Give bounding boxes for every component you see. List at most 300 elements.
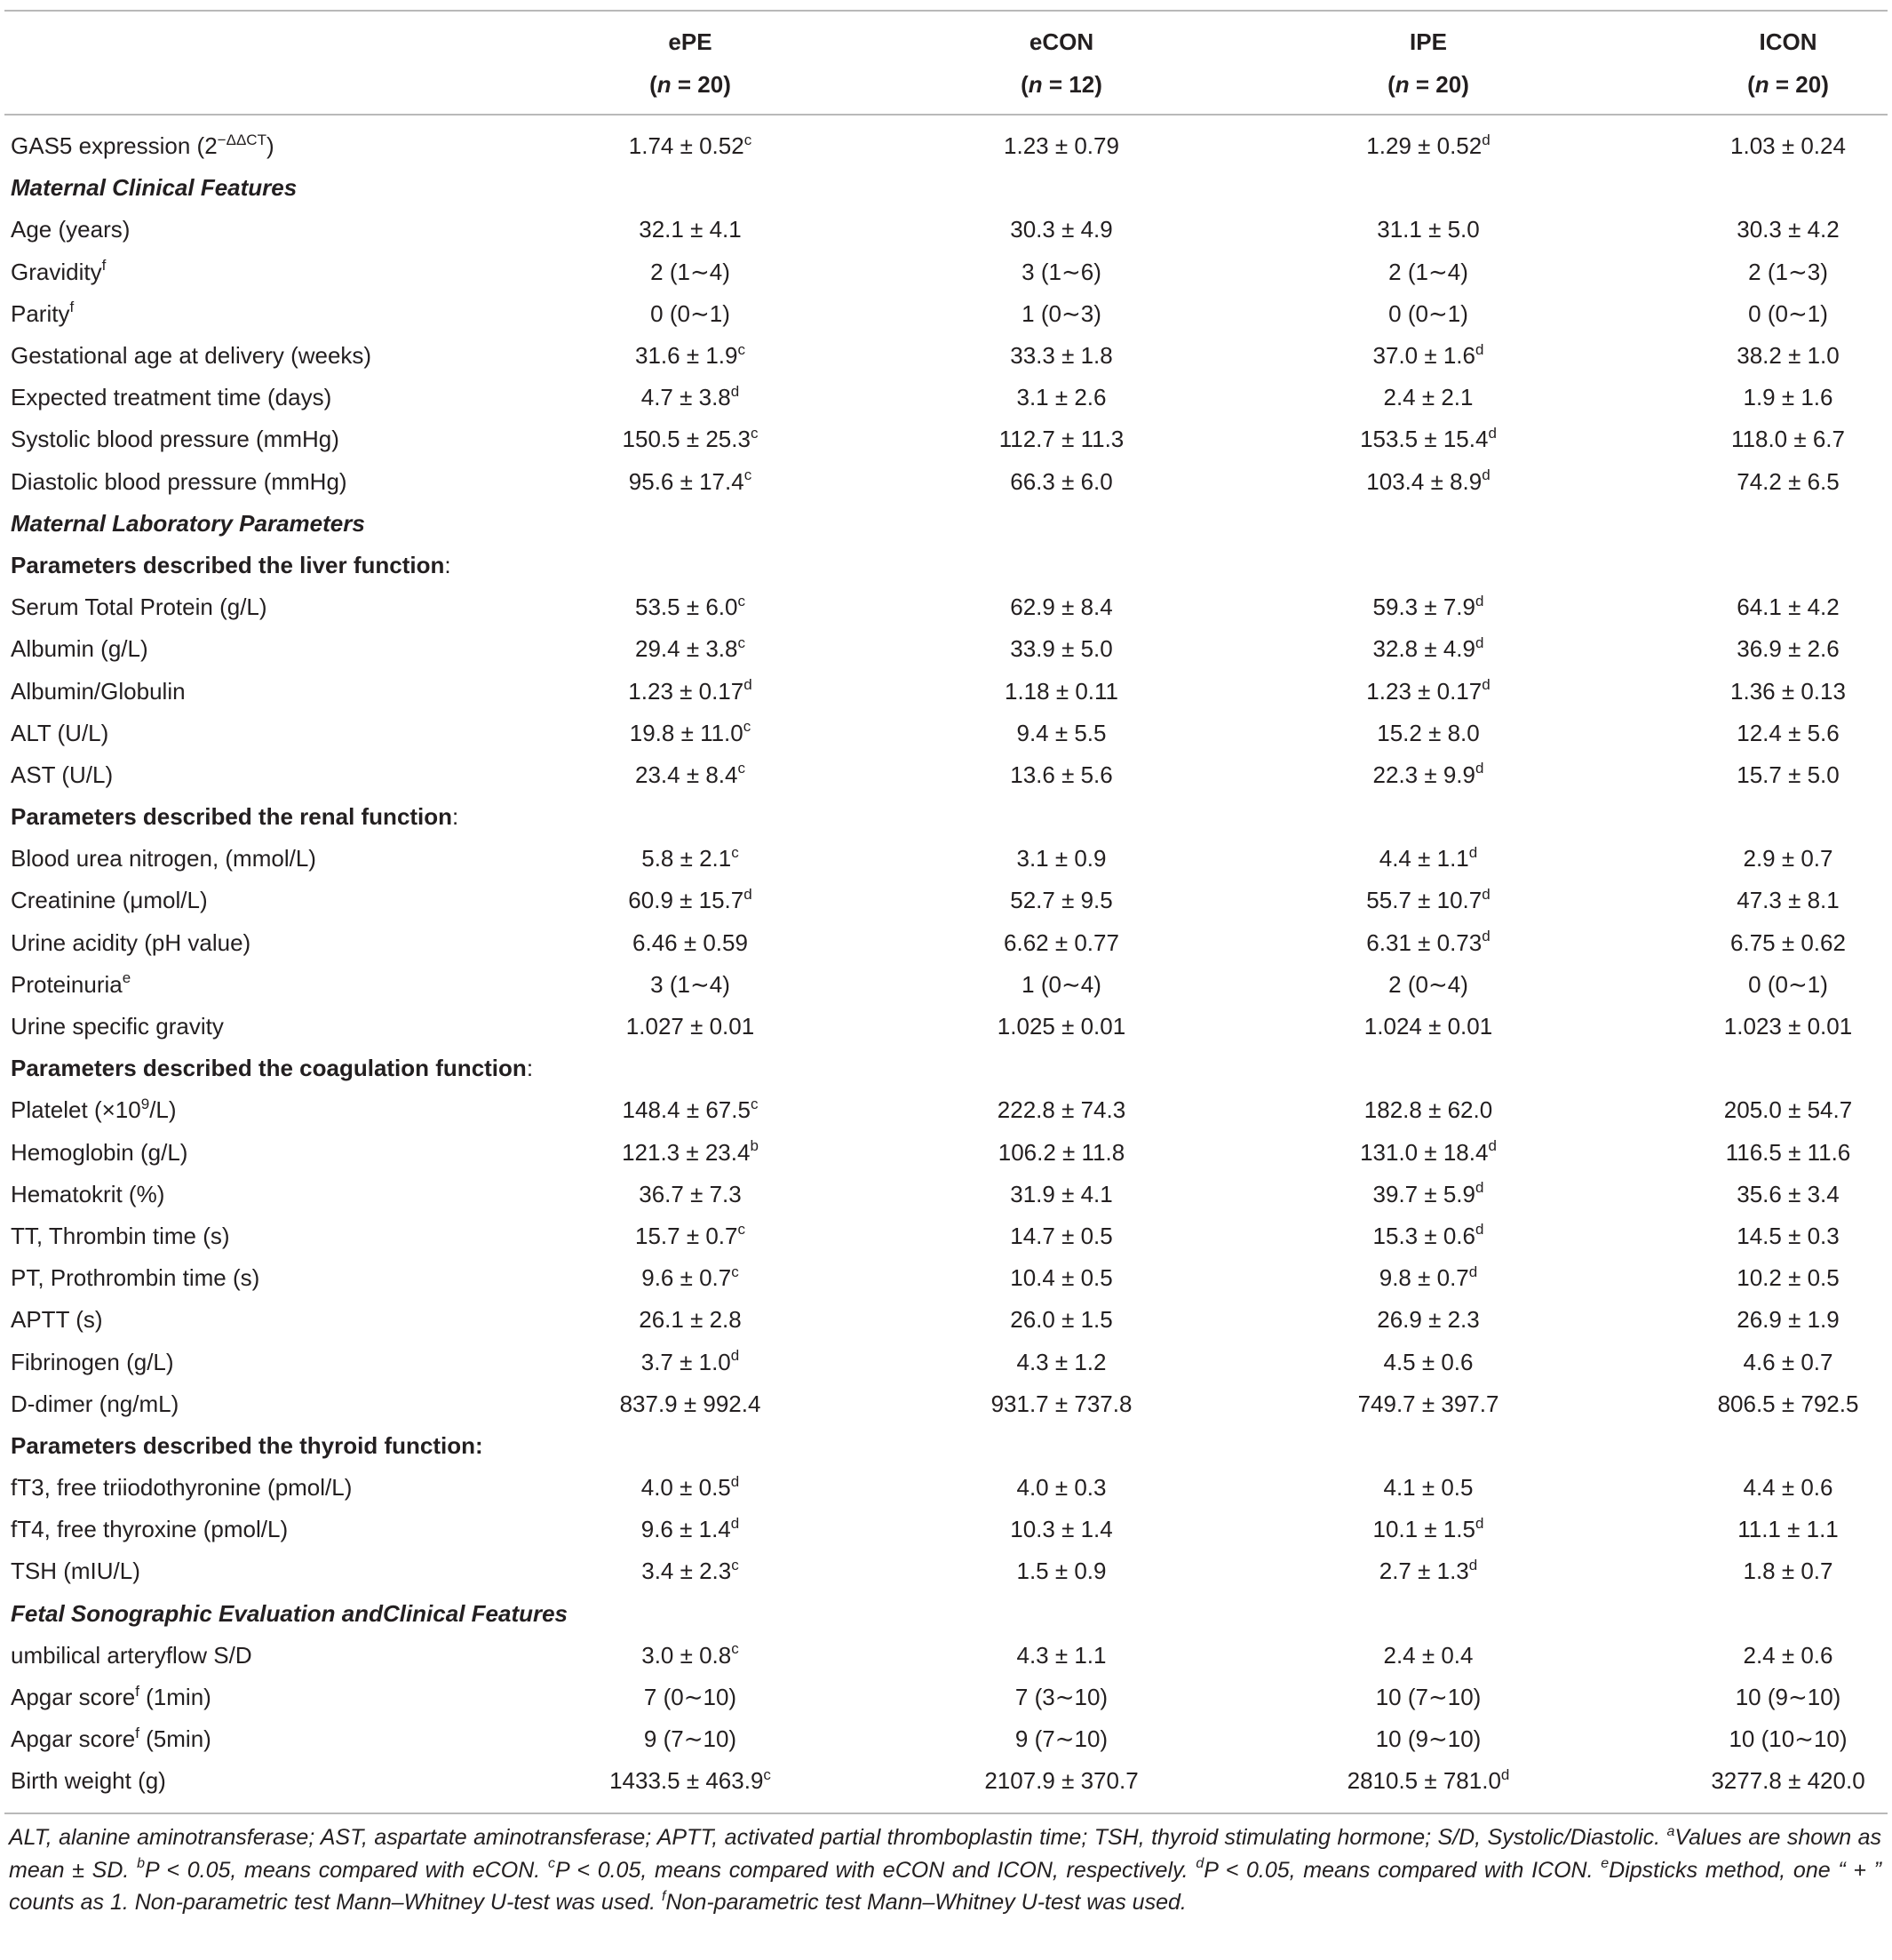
cell-value: 39.7 ± 5.9: [1372, 1180, 1475, 1207]
label-superscript: f: [101, 257, 107, 275]
cell-value: 1.025 ± 0.01: [997, 1013, 1126, 1040]
cell-epe: [502, 426, 878, 453]
cell-icon: [1612, 1139, 1888, 1167]
cell-value: 9.6 ± 1.4: [640, 1516, 731, 1543]
cell-value: 3.4 ± 2.3: [641, 1558, 732, 1585]
cell-econ: [878, 300, 1244, 328]
cell-value: 2 (1∼4): [650, 258, 730, 285]
footnote-marker: d: [1500, 1765, 1510, 1783]
cell-value: 95.6 ± 17.4: [628, 467, 744, 495]
cell-value: 19.8 ± 11.0: [629, 719, 743, 746]
cell-ipe: [1244, 426, 1612, 453]
cell-value: 33.3 ± 1.8: [1010, 342, 1113, 370]
cell-econ: [878, 929, 1244, 957]
subsection-row: [4, 796, 1888, 838]
cell-value: 4.5 ± 0.6: [1383, 1348, 1474, 1375]
cell-ipe: [1244, 259, 1612, 286]
row-label-text: AST (U/L): [11, 761, 114, 788]
cell-value: 112.7 ± 11.3: [998, 426, 1125, 453]
footnote-marker: d: [1482, 466, 1491, 484]
cell-epe: [502, 1264, 878, 1292]
row-label-suffix: ): [266, 132, 274, 160]
cell-value: 1433.5 ± 463.9: [609, 1767, 764, 1795]
row-label: [4, 594, 502, 621]
footnote-text: P < 0.05, means compared with ICON.: [1204, 1857, 1602, 1883]
cell-value: 62.9 ± 8.4: [1010, 594, 1113, 621]
cell-epe: [502, 1096, 878, 1124]
cell-value: 4.0 ± 0.3: [1016, 1474, 1107, 1502]
cell-epe: [502, 1223, 878, 1250]
row-label-text: Birth weight (g): [11, 1767, 166, 1795]
cell-value: 22.3 ± 9.9: [1372, 761, 1475, 788]
cell-value: 2.7 ± 1.3: [1379, 1558, 1469, 1585]
cell-value: 131.0 ± 18.4: [1360, 1138, 1489, 1166]
cell-epe: [502, 1684, 878, 1711]
cell-value: 26.9 ± 1.9: [1737, 1306, 1840, 1334]
cell-epe: [502, 1474, 878, 1502]
cell-value: 15.7 ± 5.0: [1737, 761, 1840, 788]
column-name: ePE: [668, 28, 712, 55]
footnote-marker: d: [1475, 592, 1484, 610]
cell-value: 2 (1∼4): [1388, 258, 1468, 285]
cell-econ: [878, 720, 1244, 747]
subsection-title-text: Parameters described the thyroid function:: [11, 1431, 483, 1459]
footnote-marker: d: [1482, 928, 1491, 945]
section-title: [4, 174, 1888, 202]
row-label: [4, 259, 502, 286]
cell-epe: [502, 1642, 878, 1669]
row-label-text: Hemoglobin (g/L): [11, 1138, 188, 1166]
label-superscript: f: [135, 1682, 139, 1700]
table-bottom-rule: [4, 1813, 1888, 1814]
cell-value: 2 (0∼4): [1388, 970, 1468, 998]
cell-econ: [878, 1349, 1244, 1376]
row-label-text: Albumin (g/L): [11, 635, 148, 663]
count-variable: n: [1395, 71, 1410, 98]
row-label-text: Creatinine (μmol/L): [11, 887, 208, 914]
cell-value: 1.23 ± 0.79: [1004, 132, 1119, 160]
cell-value: 32.8 ± 4.9: [1372, 635, 1475, 663]
row-label-text: Apgar score: [11, 1684, 136, 1711]
cell-econ: [878, 1516, 1244, 1543]
cell-value: 2.4 ± 0.4: [1383, 1641, 1474, 1669]
cell-epe: [502, 1725, 878, 1753]
cell-econ: [878, 1725, 1244, 1753]
cell-value: 31.1 ± 5.0: [1377, 216, 1480, 243]
count-open: (: [1387, 71, 1395, 98]
row-label: [4, 1264, 502, 1292]
column-header-icon: [1612, 12, 1888, 114]
table-row: [4, 586, 1888, 628]
cell-epe: [502, 887, 878, 914]
cell-value: 9.6 ± 0.7: [641, 1264, 732, 1292]
cell-icon: [1612, 1390, 1888, 1418]
label-superscript: f: [69, 299, 75, 316]
cell-value: 1 (0∼4): [1022, 970, 1101, 998]
cell-value: 52.7 ± 9.5: [1010, 887, 1113, 914]
cell-value: 116.5 ± 11.6: [1725, 1138, 1851, 1166]
table-row: [4, 1174, 1888, 1215]
table-row: [4, 1718, 1888, 1760]
cell-value: 4.1 ± 0.5: [1383, 1474, 1474, 1502]
cell-value: 9.8 ± 0.7: [1379, 1264, 1469, 1292]
cell-value: 10 (9∼10): [1735, 1684, 1841, 1711]
cell-epe: [502, 1516, 878, 1543]
cell-icon: [1612, 132, 1888, 160]
cell-econ: [878, 342, 1244, 370]
cell-icon: [1612, 216, 1888, 243]
column-header-ipe: [1244, 12, 1612, 114]
table-row: [4, 922, 1888, 964]
row-label-text: fT4, free thyroxine (pmol/L): [11, 1516, 289, 1543]
row-label-text: Age (years): [11, 216, 131, 243]
table-row: [4, 1215, 1888, 1257]
cell-value: 38.2 ± 1.0: [1737, 342, 1840, 370]
footnote-marker: d: [1475, 1179, 1484, 1197]
footnote-marker: c: [743, 466, 752, 484]
cell-epe: [502, 635, 878, 663]
column-header-econ: [878, 12, 1244, 114]
cell-value: 0 (0∼1): [650, 299, 730, 327]
cell-value: 32.1 ± 4.1: [639, 216, 742, 243]
cell-econ: [878, 426, 1244, 453]
row-label: [4, 1349, 502, 1376]
footnote-text: P < 0.05, means compared with eCON.: [144, 1857, 548, 1883]
cell-value: 0 (0∼1): [1748, 970, 1828, 998]
cell-value: 10 (10∼10): [1729, 1725, 1848, 1753]
row-label-text: fT3, free triiodothyronine (pmol/L): [11, 1474, 353, 1502]
cell-epe: [502, 929, 878, 957]
cell-value: 2.4 ± 2.1: [1383, 384, 1474, 411]
cell-value: 3.7 ± 1.0: [640, 1348, 731, 1375]
cell-value: 1.023 ± 0.01: [1723, 1013, 1853, 1040]
table-row: [4, 670, 1888, 712]
cell-econ: [878, 468, 1244, 496]
footnote-marker: c: [737, 633, 745, 651]
footnote-text: ALT, alanine aminotransferase; AST, aspartate aminotransferase; APTT, activated partial thromboplastin time; TSH, thyroid stimulating hormone; S/D, Systolic/Diastolic.: [9, 1825, 1667, 1850]
footnote-marker: d: [743, 676, 752, 694]
table-row: [4, 418, 1888, 460]
cell-econ: [878, 845, 1244, 872]
cell-icon: [1612, 342, 1888, 370]
cell-value: 6.75 ± 0.62: [1730, 928, 1846, 956]
cell-value: 47.3 ± 8.1: [1737, 887, 1840, 914]
cell-icon: [1612, 1306, 1888, 1334]
cell-ipe: [1244, 1306, 1612, 1334]
section-title: [4, 1600, 1888, 1628]
row-label: [4, 1767, 502, 1795]
cell-value: 4.3 ± 1.2: [1016, 1348, 1107, 1375]
cell-epe: [502, 1181, 878, 1208]
cell-value: 26.1 ± 2.8: [639, 1306, 742, 1334]
cell-ipe: [1244, 1474, 1612, 1502]
footnote-marker: c: [731, 843, 739, 861]
section-row: [4, 503, 1888, 545]
cell-ipe: [1244, 761, 1612, 789]
cell-epe: [502, 1390, 878, 1418]
count-open: (: [1021, 71, 1029, 98]
row-label: [4, 887, 502, 914]
cell-epe: [502, 1139, 878, 1167]
column-count: [878, 63, 1244, 106]
cell-econ: [878, 216, 1244, 243]
cell-value: 182.8 ± 62.0: [1363, 1096, 1493, 1124]
row-label-text: Urine specific gravity: [11, 1013, 224, 1040]
cell-epe: [502, 1349, 878, 1376]
footnote-marker: c: [737, 592, 745, 610]
table-row: [4, 964, 1888, 1006]
cell-value: 106.2 ± 11.8: [998, 1138, 1125, 1166]
table-row: [4, 754, 1888, 796]
cell-econ: [878, 1013, 1244, 1040]
table-header: [4, 12, 1888, 114]
cell-value: 2.4 ± 0.6: [1743, 1641, 1833, 1669]
cell-ipe: [1244, 720, 1612, 747]
row-label-text: D-dimer (ng/mL): [11, 1390, 179, 1417]
cell-value: 7 (3∼10): [1014, 1684, 1109, 1711]
cell-value: 2107.9 ± 370.7: [984, 1767, 1139, 1795]
cell-value: 1.024 ± 0.01: [1363, 1013, 1493, 1040]
subsection-title-suffix: :: [444, 551, 451, 578]
row-label-text: Urine acidity (pH value): [11, 928, 251, 956]
cell-value: 30.3 ± 4.9: [1010, 216, 1113, 243]
column-count: [1689, 63, 1888, 106]
cell-value: 1.74 ± 0.52: [628, 132, 744, 160]
cell-value: 35.6 ± 3.4: [1737, 1180, 1840, 1207]
cell-ipe: [1244, 635, 1612, 663]
cell-icon: [1612, 1181, 1888, 1208]
row-label: [4, 761, 502, 789]
cell-econ: [878, 594, 1244, 621]
row-label: [4, 1684, 502, 1711]
cell-value: 3.1 ± 0.9: [1016, 845, 1107, 872]
cell-value: 29.4 ± 3.8: [635, 635, 738, 663]
table-row: [4, 880, 1888, 921]
cell-epe: [502, 678, 878, 705]
cell-value: 3277.8 ± 420.0: [1711, 1767, 1865, 1795]
cell-value: 205.0 ± 54.7: [1723, 1096, 1853, 1124]
subsection-title: [4, 1055, 1888, 1082]
cell-value: 3.0 ± 0.8: [641, 1641, 732, 1669]
row-label-text: Apgar score: [11, 1725, 136, 1753]
footnote-marker: d: [730, 1347, 740, 1365]
cell-econ: [878, 1390, 1244, 1418]
count-variable: n: [656, 71, 672, 98]
cell-value: 3 (1∼4): [650, 970, 730, 998]
footnote-text: Dipsticks method, one “ + ” counts as 1. Non-parametric test Mann–Whitney U-test was used.: [9, 1857, 1881, 1915]
row-label: [4, 342, 502, 370]
count-value: = 20): [1769, 71, 1829, 98]
table-row: [4, 251, 1888, 293]
footnote-marker: d: [730, 1514, 740, 1532]
cell-value: 10.2 ± 0.5: [1737, 1264, 1840, 1292]
cell-value: 1.23 ± 0.17: [628, 677, 744, 705]
cell-value: 60.9 ± 15.7: [628, 887, 744, 914]
cell-value: 15.3 ± 0.6: [1372, 1222, 1475, 1249]
row-label-suffix: (5min): [139, 1725, 211, 1753]
cell-value: 0 (0∼1): [1388, 299, 1468, 327]
row-label-text: TT, Thrombin time (s): [11, 1222, 230, 1249]
cell-value: 1.027 ± 0.01: [625, 1013, 755, 1040]
cell-icon: [1612, 1264, 1888, 1292]
footnote-marker: e: [1601, 1856, 1610, 1872]
footnote-marker: b: [137, 1856, 145, 1872]
cell-value: 59.3 ± 7.9: [1372, 594, 1475, 621]
cell-epe: [502, 132, 878, 160]
cell-econ: [878, 1684, 1244, 1711]
cell-ipe: [1244, 468, 1612, 496]
cell-epe: [502, 594, 878, 621]
table-row: [4, 1677, 1888, 1718]
footnote-marker: c: [731, 1640, 739, 1658]
row-label-text: Platelet (×10: [11, 1096, 141, 1124]
label-superscript: e: [122, 969, 131, 987]
cell-icon: [1612, 1725, 1888, 1753]
cell-icon: [1612, 635, 1888, 663]
cell-icon: [1612, 1684, 1888, 1711]
cell-value: 1.23 ± 0.17: [1366, 677, 1483, 705]
cell-value: 12.4 ± 5.6: [1737, 719, 1840, 746]
table-row: [4, 335, 1888, 377]
cell-value: 1 (0∼3): [1022, 299, 1101, 327]
cell-ipe: [1244, 678, 1612, 705]
cell-value: 9 (7∼10): [643, 1725, 737, 1753]
table-row: [4, 838, 1888, 880]
row-label-text: Hematokrit (%): [11, 1180, 165, 1207]
count-variable: n: [1028, 71, 1043, 98]
cell-value: 10.4 ± 0.5: [1010, 1264, 1113, 1292]
data-table: [4, 10, 1888, 1814]
cell-ipe: [1244, 384, 1612, 411]
cell-value: 36.9 ± 2.6: [1737, 635, 1840, 663]
row-label: [4, 1642, 502, 1669]
cell-econ: [878, 678, 1244, 705]
row-label-text: Parity: [11, 299, 70, 327]
subsection-row: [4, 1425, 1888, 1467]
cell-value: 806.5 ± 792.5: [1717, 1390, 1859, 1417]
column-header-epe: [502, 12, 878, 114]
cell-value: 26.9 ± 2.3: [1377, 1306, 1480, 1334]
label-superscript: 9: [140, 1095, 150, 1112]
cell-econ: [878, 1558, 1244, 1585]
label-superscript: −ΔΔCT: [217, 131, 266, 148]
cell-epe: [502, 1558, 878, 1585]
row-label: [4, 635, 502, 663]
subsection-title-suffix: :: [452, 803, 459, 831]
cell-econ: [878, 971, 1244, 999]
cell-value: 1.9 ± 1.6: [1743, 384, 1833, 411]
footnote-marker: c: [743, 131, 752, 148]
cell-value: 30.3 ± 4.2: [1737, 216, 1840, 243]
cell-value: 11.1 ± 1.1: [1737, 1516, 1839, 1543]
cell-value: 74.2 ± 6.5: [1737, 467, 1840, 495]
footnote-marker: d: [1468, 843, 1478, 861]
row-label-text: Gestational age at delivery (weeks): [11, 342, 372, 370]
cell-value: 4.0 ± 0.5: [640, 1474, 731, 1502]
cell-value: 10 (9∼10): [1375, 1725, 1482, 1753]
column-count: [1244, 63, 1612, 106]
cell-value: 837.9 ± 992.4: [619, 1390, 761, 1417]
cell-value: 66.3 ± 6.0: [1010, 467, 1113, 495]
footnote-marker: c: [737, 760, 745, 777]
table-row: [4, 1341, 1888, 1382]
cell-econ: [878, 259, 1244, 286]
cell-icon: [1612, 678, 1888, 705]
footnote-marker: d: [743, 885, 752, 903]
footnote-marker: b: [750, 1137, 759, 1155]
footnote-marker: d: [1482, 676, 1491, 694]
cell-epe: [502, 468, 878, 496]
cell-value: 14.5 ± 0.3: [1737, 1222, 1840, 1249]
cell-value: 4.3 ± 1.1: [1016, 1641, 1107, 1669]
cell-econ: [878, 384, 1244, 411]
row-label-suffix: /L): [149, 1096, 177, 1124]
cell-value: 15.7 ± 0.7: [635, 1222, 738, 1249]
cell-value: 150.5 ± 25.3: [622, 426, 751, 453]
cell-value: 9.4 ± 5.5: [1016, 719, 1107, 746]
footnote-text: Non-parametric test Mann–Whitney U-test was used.: [665, 1890, 1187, 1915]
cell-icon: [1612, 761, 1888, 789]
footnote-marker: d: [1475, 760, 1484, 777]
cell-econ: [878, 635, 1244, 663]
row-label-text: umbilical arteryflow S/D: [11, 1641, 252, 1669]
footnote-marker: d: [1468, 1556, 1478, 1574]
cell-epe: [502, 720, 878, 747]
header-label-spacer: [4, 12, 502, 114]
footnote-marker: d: [1482, 885, 1491, 903]
cell-value: 148.4 ± 67.5: [622, 1096, 751, 1124]
cell-ipe: [1244, 971, 1612, 999]
cell-icon: [1612, 1642, 1888, 1669]
cell-icon: [1612, 300, 1888, 328]
cell-ipe: [1244, 929, 1612, 957]
cell-epe: [502, 342, 878, 370]
cell-icon: [1612, 1013, 1888, 1040]
table-footnote: [9, 1821, 1881, 1919]
count-open: (: [1747, 71, 1755, 98]
row-label: [4, 929, 502, 957]
cell-value: 1.5 ± 0.9: [1016, 1558, 1107, 1585]
row-label: [4, 678, 502, 705]
table-row: [4, 1760, 1888, 1802]
table-row: [4, 377, 1888, 418]
cell-icon: [1612, 1223, 1888, 1250]
cell-ipe: [1244, 1223, 1612, 1250]
cell-value: 5.8 ± 2.1: [641, 845, 732, 872]
cell-value: 64.1 ± 4.2: [1737, 594, 1840, 621]
cell-value: 2 (1∼3): [1748, 258, 1828, 285]
cell-value: 31.6 ± 1.9: [635, 342, 738, 370]
footnote-marker: d: [1468, 1263, 1478, 1280]
cell-ipe: [1244, 1390, 1612, 1418]
cell-econ: [878, 887, 1244, 914]
footnote-marker: d: [1475, 633, 1484, 651]
footnote-marker: c: [750, 424, 759, 442]
cell-ipe: [1244, 216, 1612, 243]
table-row: [4, 293, 1888, 335]
row-label-text: APTT (s): [11, 1306, 103, 1334]
row-label: [4, 1223, 502, 1250]
label-superscript: f: [135, 1724, 139, 1741]
cell-ipe: [1244, 1139, 1612, 1167]
cell-ipe: [1244, 1349, 1612, 1376]
cell-value: 103.4 ± 8.9: [1366, 467, 1483, 495]
cell-value: 7 (0∼10): [643, 1684, 737, 1711]
footnote-marker: d: [1475, 1221, 1484, 1239]
footnote-marker: c: [737, 1221, 745, 1239]
footnote-marker: c: [750, 1095, 759, 1112]
table-row: [4, 1132, 1888, 1174]
